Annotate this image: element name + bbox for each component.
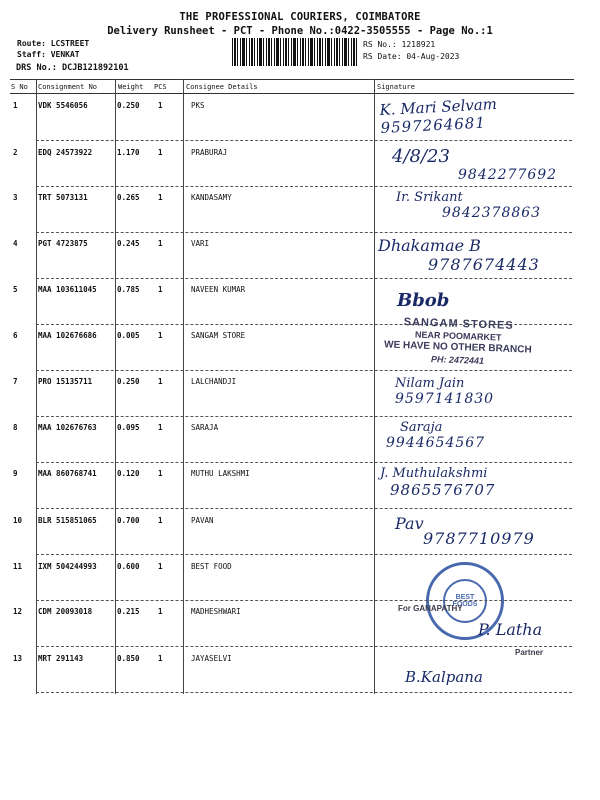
col-header-signature: Signature xyxy=(377,83,415,91)
row-consignment: VDK 5546056 xyxy=(38,101,88,110)
signature-name: Saraja xyxy=(400,420,443,435)
row-consignee: KANDASAMY xyxy=(191,193,232,202)
row-divider xyxy=(36,646,572,647)
row-sno: 2 xyxy=(13,148,18,157)
stamp-text: NEAR POOMARKET xyxy=(414,329,502,343)
column-divider xyxy=(115,79,116,694)
row-consignee: JAYASELVI xyxy=(191,654,232,663)
signature-name: Ir. Srikant xyxy=(396,190,463,205)
row-divider xyxy=(36,278,572,279)
row-sno: 9 xyxy=(13,469,18,478)
runsheet-subtitle: Delivery Runsheet - PCT - Phone No.:0422-3505555 - Page No.:1 xyxy=(107,25,493,37)
row-pcs: 1 xyxy=(158,148,163,157)
row-pcs: 1 xyxy=(158,423,163,432)
column-divider xyxy=(36,79,37,694)
row-consignment: CDM 20093018 xyxy=(38,607,93,616)
row-sno: 1 xyxy=(13,101,18,110)
row-consignment: BLR 515851065 xyxy=(38,516,97,525)
partner-stamp-text: Partner xyxy=(515,648,544,657)
row-sno: 8 xyxy=(13,423,18,432)
table-top-rule xyxy=(10,79,574,80)
stamp-text: PH: 2472441 xyxy=(430,354,485,366)
signature-phone: 9597141830 xyxy=(395,391,495,407)
col-header-sno: S No xyxy=(11,83,28,91)
row-sno: 12 xyxy=(13,607,23,616)
row-divider xyxy=(36,186,572,187)
row-consignee: BEST FOOD xyxy=(191,562,232,571)
row-divider xyxy=(36,416,572,417)
row-sno: 5 xyxy=(13,285,18,294)
staff-label: Staff: VENKAT xyxy=(17,50,80,59)
row-weight: 0.265 xyxy=(117,193,140,202)
row-weight: 0.250 xyxy=(117,101,140,110)
handwritten-signature xyxy=(386,420,486,451)
row-weight: 0.850 xyxy=(117,654,140,663)
row-consignee: SARAJA xyxy=(191,423,219,432)
row-consignee: LALCHANDJI xyxy=(191,377,237,386)
signature-name: Pav xyxy=(395,514,424,533)
stamp-text: WE HAVE NO OTHER BRANCH xyxy=(383,339,532,356)
row-consignee: SANGAM STORE xyxy=(191,331,246,340)
route-label: Route: LCSTREET xyxy=(17,39,90,48)
row-weight: 0.095 xyxy=(117,423,140,432)
handwritten-signature xyxy=(378,236,540,274)
handwritten-signature xyxy=(397,290,449,311)
row-consignment: PRO 15135711 xyxy=(38,377,93,386)
signature-name: Bbob xyxy=(397,290,450,311)
row-pcs: 1 xyxy=(158,239,163,248)
row-divider xyxy=(36,140,572,141)
signature-name: K. Mari Selvam xyxy=(379,94,498,120)
row-pcs: 1 xyxy=(158,285,163,294)
row-weight: 0.215 xyxy=(117,607,140,616)
row-pcs: 1 xyxy=(158,331,163,340)
handwritten-signature xyxy=(395,514,535,548)
signature-name: P. Latha xyxy=(478,620,543,639)
stamp-text: SANGAM STORES xyxy=(403,316,514,332)
col-header-consignment: Consignment No xyxy=(38,83,98,91)
signature-phone: 9597264681 xyxy=(380,113,487,138)
row-consignee: MUTHU LAKSHMI xyxy=(191,469,250,478)
table-header-rule xyxy=(10,93,574,94)
row-consignment: MAA 103611045 xyxy=(38,285,97,294)
row-consignee: VARI xyxy=(191,239,210,248)
row-consignment: PGT 4723875 xyxy=(38,239,88,248)
row-divider xyxy=(36,600,572,601)
handwritten-signature xyxy=(395,376,494,407)
row-sno: 11 xyxy=(13,562,23,571)
row-sno: 4 xyxy=(13,239,18,248)
signature-phone: 9865576707 xyxy=(390,481,496,499)
row-weight: 0.120 xyxy=(117,469,140,478)
rs-date: RS Date: 04-Aug-2023 xyxy=(363,52,460,61)
signature-phone: 9787710979 xyxy=(423,529,535,548)
handwritten-signature xyxy=(396,190,541,221)
row-sno: 6 xyxy=(13,331,18,340)
row-sno: 3 xyxy=(13,193,18,202)
row-sno: 13 xyxy=(13,654,23,663)
signature-name: 4/8/23 xyxy=(392,146,450,167)
row-divider xyxy=(36,554,572,555)
row-weight: 1.170 xyxy=(117,148,140,157)
row-weight: 0.245 xyxy=(117,239,140,248)
row-sno: 7 xyxy=(13,377,18,386)
signature-phone: 9842277692 xyxy=(458,167,558,183)
row-pcs: 1 xyxy=(158,193,163,202)
row-pcs: 1 xyxy=(158,654,163,663)
row-divider xyxy=(36,232,572,233)
row-sno: 10 xyxy=(13,516,23,525)
signature-phone: 9944654567 xyxy=(386,435,486,451)
row-divider xyxy=(36,370,572,371)
row-weight: 0.700 xyxy=(117,516,140,525)
row-consignment: MRT 291143 xyxy=(38,654,84,663)
row-pcs: 1 xyxy=(158,377,163,386)
handwritten-signature xyxy=(379,95,498,137)
signature-name: Nilam Jain xyxy=(395,376,465,391)
row-divider xyxy=(36,462,572,463)
row-consignee: PAVAN xyxy=(191,516,214,525)
row-consignment: MAA 102676763 xyxy=(38,423,97,432)
col-header-weight: Weight xyxy=(118,83,144,91)
row-consignee: PKS xyxy=(191,101,205,110)
row-pcs: 1 xyxy=(158,516,163,525)
row-divider xyxy=(36,692,572,693)
row-pcs: 1 xyxy=(158,562,163,571)
row-weight: 0.600 xyxy=(117,562,140,571)
barcode-image xyxy=(232,38,358,66)
drs-number: DRS No.: DCJB121892101 xyxy=(16,63,129,73)
handwritten-signature xyxy=(380,466,495,499)
company-title: THE PROFESSIONAL COURIERS, COIMBATORE xyxy=(179,11,421,23)
handwritten-signature xyxy=(478,620,542,639)
row-consignment: MAA 102676686 xyxy=(38,331,97,340)
column-divider xyxy=(374,79,375,694)
signature-name: B.Kalpana xyxy=(405,668,483,686)
signature-name: J. Muthulakshmi xyxy=(380,466,488,481)
row-weight: 0.250 xyxy=(117,377,140,386)
row-consignee: PRABURAJ xyxy=(191,148,228,157)
signature-name: Dhakamae B xyxy=(378,236,481,255)
row-consignee: MADHESHWARI xyxy=(191,607,241,616)
handwritten-signature xyxy=(405,668,483,686)
stamp-text: BEST FOODS xyxy=(452,594,478,608)
sangam-store-stamp xyxy=(377,315,539,373)
row-pcs: 1 xyxy=(158,101,163,110)
row-weight: 0.785 xyxy=(117,285,140,294)
col-header-consignee: Consignee Details xyxy=(186,83,258,91)
row-consignment: EDQ 24573922 xyxy=(38,148,93,157)
row-weight: 0.005 xyxy=(117,331,140,340)
row-consignment: MAA 860768741 xyxy=(38,469,97,478)
rs-number: RS No.: 1218921 xyxy=(363,40,436,49)
for-stamp-text: For GANAPATHY xyxy=(398,604,463,613)
row-consignee: NAVEEN KUMAR xyxy=(191,285,246,294)
column-divider xyxy=(183,79,184,694)
row-pcs: 1 xyxy=(158,607,163,616)
row-consignment: IXM 504244993 xyxy=(38,562,97,571)
row-pcs: 1 xyxy=(158,469,163,478)
col-header-pcs: PCS xyxy=(154,83,167,91)
row-divider xyxy=(36,508,572,509)
handwritten-signature xyxy=(392,146,557,183)
row-consignment: TRT 5073131 xyxy=(38,193,88,202)
signature-phone: 9787674443 xyxy=(428,255,540,274)
signature-phone: 9842378863 xyxy=(442,205,542,221)
stamp-inner-ring xyxy=(443,579,487,623)
